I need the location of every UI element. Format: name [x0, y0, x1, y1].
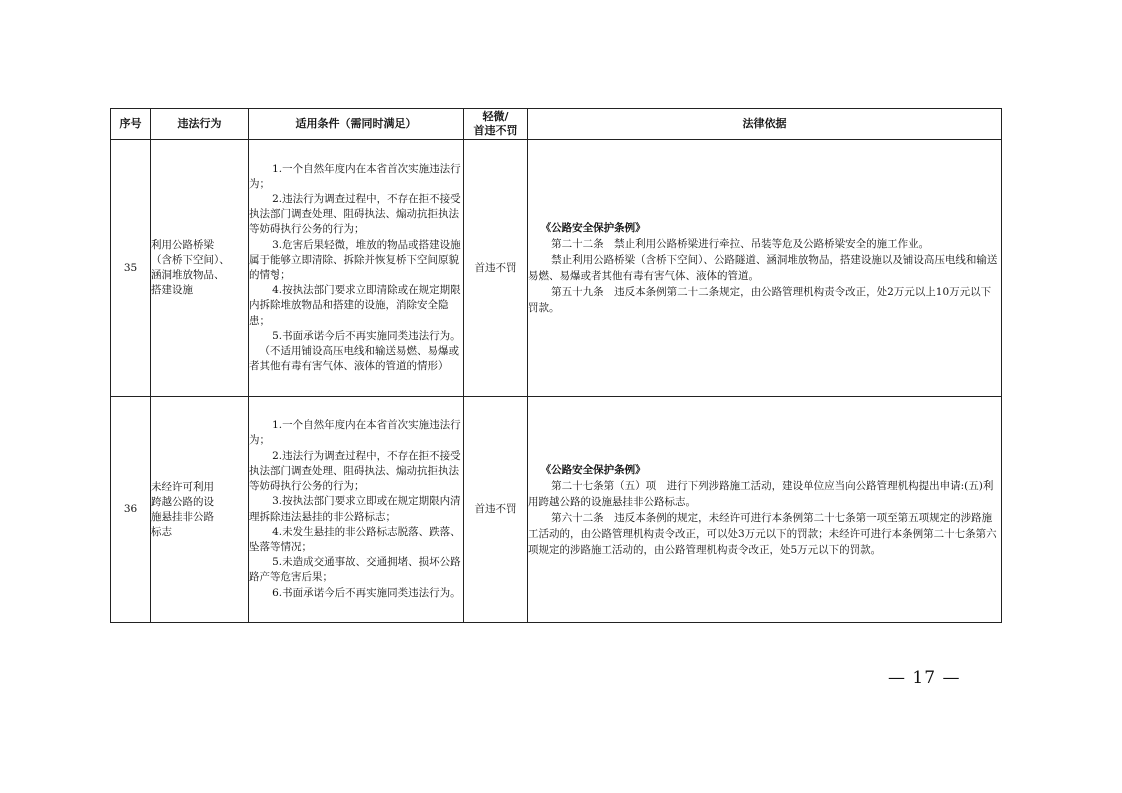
condition-item: 1.一个自然年度内在本省首次实施违法行为； [249, 419, 461, 447]
act-line: 搭建设施 [151, 284, 193, 296]
page-number: — 17 — [888, 668, 961, 688]
header-num: 序号 [111, 109, 151, 140]
act-line: 利用公路桥梁 [151, 239, 214, 251]
act-line: 跨越公路的设 [151, 495, 214, 508]
table-header-row [111, 109, 1002, 140]
table-row [111, 140, 1002, 397]
regulation-table [110, 108, 1002, 623]
row-num: 35 [111, 140, 151, 397]
row-law [528, 140, 1002, 397]
header-penalty-line2: 首违不罚 [473, 124, 518, 137]
row-conditions [249, 397, 464, 623]
law-paragraph: 第二十二条 禁止利用公路桥梁进行牵拉、吊装等危及公路桥梁安全的施工作业。 [551, 238, 930, 250]
act-line: 标志 [151, 525, 172, 538]
law-paragraph: 禁止利用公路桥梁（含桥下空间）、公路隧道、涵洞堆放物品，搭建设施以及铺设高压电线和输送易燃、易爆或者其他有毒有害气体、液体的管道。 [528, 254, 998, 282]
act-line: 未经许可利用 [151, 480, 214, 493]
row-conditions [249, 140, 464, 397]
condition-note: （不适用铺设高压电线和输送易燃、易爆或者其他有毒有害气体、液体的管道的情形） [249, 345, 459, 373]
condition-item: 5.书面承诺今后不再实施同类违法行为。 [272, 329, 461, 342]
condition-item: 3.按执法部门要求立即或在规定期限内清理拆除违法悬挂的非公路标志； [249, 495, 461, 523]
row-law [528, 397, 1002, 623]
condition-item: 3.危害后果轻微，堆放的物品或搭建设施属于能够立即清除、拆除并恢复桥下空间原貌的情형； [249, 238, 461, 281]
header-act: 违法行为 [151, 109, 249, 140]
law-paragraph: 第五十九条 违反本条例第二十二条规定，由公路管理机构责令改正，处2万元以上10万元以下罚款。 [528, 286, 992, 314]
law-paragraph: 第二十七条第（五）项 进行下列涉路施工活动，建设单位应当向公路管理机构提出申请:(五)利用跨越公路的设施悬挂非公路标志。 [528, 479, 994, 508]
condition-item: 4.按执法部门要求立即清除或在规定期限内拆除堆放物品和搭建的设施，消除安全隐患； [249, 284, 461, 327]
condition-item: 6.书面承诺今后不再实施同类违法行为。 [272, 586, 461, 599]
act-line: 施悬挂非公路 [151, 510, 214, 523]
table-row [111, 397, 1002, 623]
header-cond: 适用条件（需同时满足） [249, 109, 464, 140]
header-penalty [464, 109, 528, 140]
row-penalty: 首违不罚 [464, 397, 528, 623]
law-title: 《公路安全保护条例》 [540, 463, 646, 476]
act-line: 涵洞堆放物品、 [151, 269, 225, 281]
row-num: 36 [111, 397, 151, 623]
act-line: （含桥下空间）、 [151, 254, 230, 266]
header-penalty-line1: 轻微/ [482, 110, 509, 123]
row-act [151, 140, 249, 397]
law-paragraph: 第六十二条 违反本条例的规定，未经许可进行本条例第二十七条第一项至第五项规定的涉路施工活动的，由公路管理机构责令改正，可以处3万元以下的罚款；未经许可进行本条例第二十七条第六项规定的涉路施工活动的，由公路管理机构责令改正，处5万元以下的罚款。 [528, 511, 997, 556]
condition-item: 1.一个自然年度内在本省首次实施违法行为； [249, 162, 461, 190]
row-act [151, 397, 249, 623]
header-law: 法律依据 [528, 109, 1002, 140]
condition-item: 2.违法行为调查过程中，不存在拒不接受执法部门调查处理、阻碍执法、煽动抗拒执法等妨碍执行公务的行为； [249, 192, 461, 236]
law-title: 《公路安全保护条例》 [540, 222, 646, 234]
condition-item: 2.违法行为调查过程中，不存在拒不接受执法部门调查处理、阻碍执法、煽动抗拒执法等妨碍执行公务的行为； [249, 449, 461, 493]
condition-item: 5.未造成交通事故、交通拥堵、损坏公路路产等危害后果； [249, 556, 461, 584]
row-penalty: 首违不罚 [464, 140, 528, 397]
condition-item: 4.未发生悬挂的非公路标志脱落、跌落、坠落等情况； [249, 525, 461, 553]
